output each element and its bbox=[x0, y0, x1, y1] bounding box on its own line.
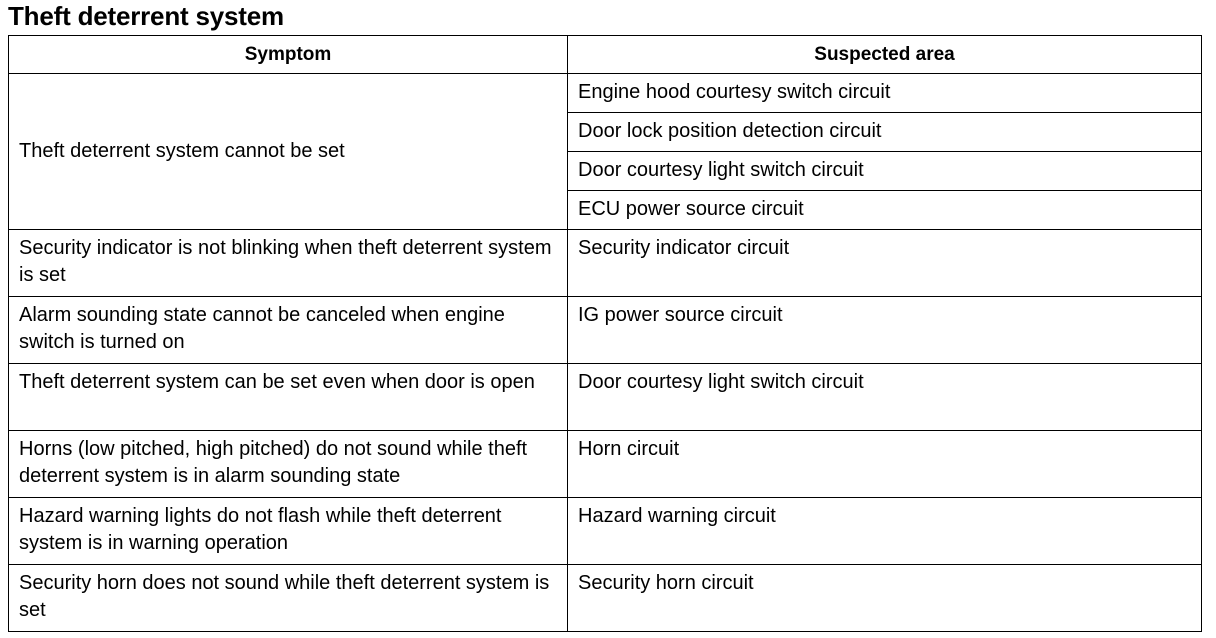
suspected-area-cell: Security horn circuit bbox=[568, 565, 1202, 632]
symptom-cell: Theft deterrent system cannot be set bbox=[9, 74, 568, 230]
table-row bbox=[9, 431, 1202, 498]
table-row bbox=[9, 364, 1202, 431]
symptom-table bbox=[8, 35, 1202, 632]
suspected-area-cell: Horn circuit bbox=[568, 431, 1202, 498]
table-row bbox=[9, 498, 1202, 565]
column-header-symptom: Symptom bbox=[9, 36, 568, 74]
suspected-area-cell: ECU power source circuit bbox=[568, 191, 1202, 230]
symptom-cell: Alarm sounding state cannot be canceled when engine switch is turned on bbox=[9, 297, 568, 364]
page-title: Theft deterrent system bbox=[8, 1, 284, 31]
suspected-area-cell: Hazard warning circuit bbox=[568, 498, 1202, 565]
table-row bbox=[9, 74, 1202, 113]
symptom-cell: Hazard warning lights do not flash while theft deterrent system is in warning operation bbox=[9, 498, 568, 565]
symptom-cell: Horns (low pitched, high pitched) do not sound while theft deterrent system is in alarm sounding state bbox=[9, 431, 568, 498]
symptom-cell: Theft deterrent system can be set even when door is open bbox=[9, 364, 568, 431]
suspected-area-cell: Door courtesy light switch circuit bbox=[568, 152, 1202, 191]
table-header-row bbox=[9, 36, 1202, 74]
table-row bbox=[9, 297, 1202, 364]
column-header-suspected-area: Suspected area bbox=[568, 36, 1202, 74]
symptom-cell: Security indicator is not blinking when theft deterrent system is set bbox=[9, 230, 568, 297]
suspected-area-cell: Door lock position detection circuit bbox=[568, 113, 1202, 152]
suspected-area-cell: Security indicator circuit bbox=[568, 230, 1202, 297]
table-row bbox=[9, 230, 1202, 297]
suspected-area-cell: Engine hood courtesy switch circuit bbox=[568, 74, 1202, 113]
symptom-cell: Security horn does not sound while theft deterrent system is set bbox=[9, 565, 568, 632]
suspected-area-cell: IG power source circuit bbox=[568, 297, 1202, 364]
suspected-area-cell: Door courtesy light switch circuit bbox=[568, 364, 1202, 431]
table-row bbox=[9, 565, 1202, 632]
